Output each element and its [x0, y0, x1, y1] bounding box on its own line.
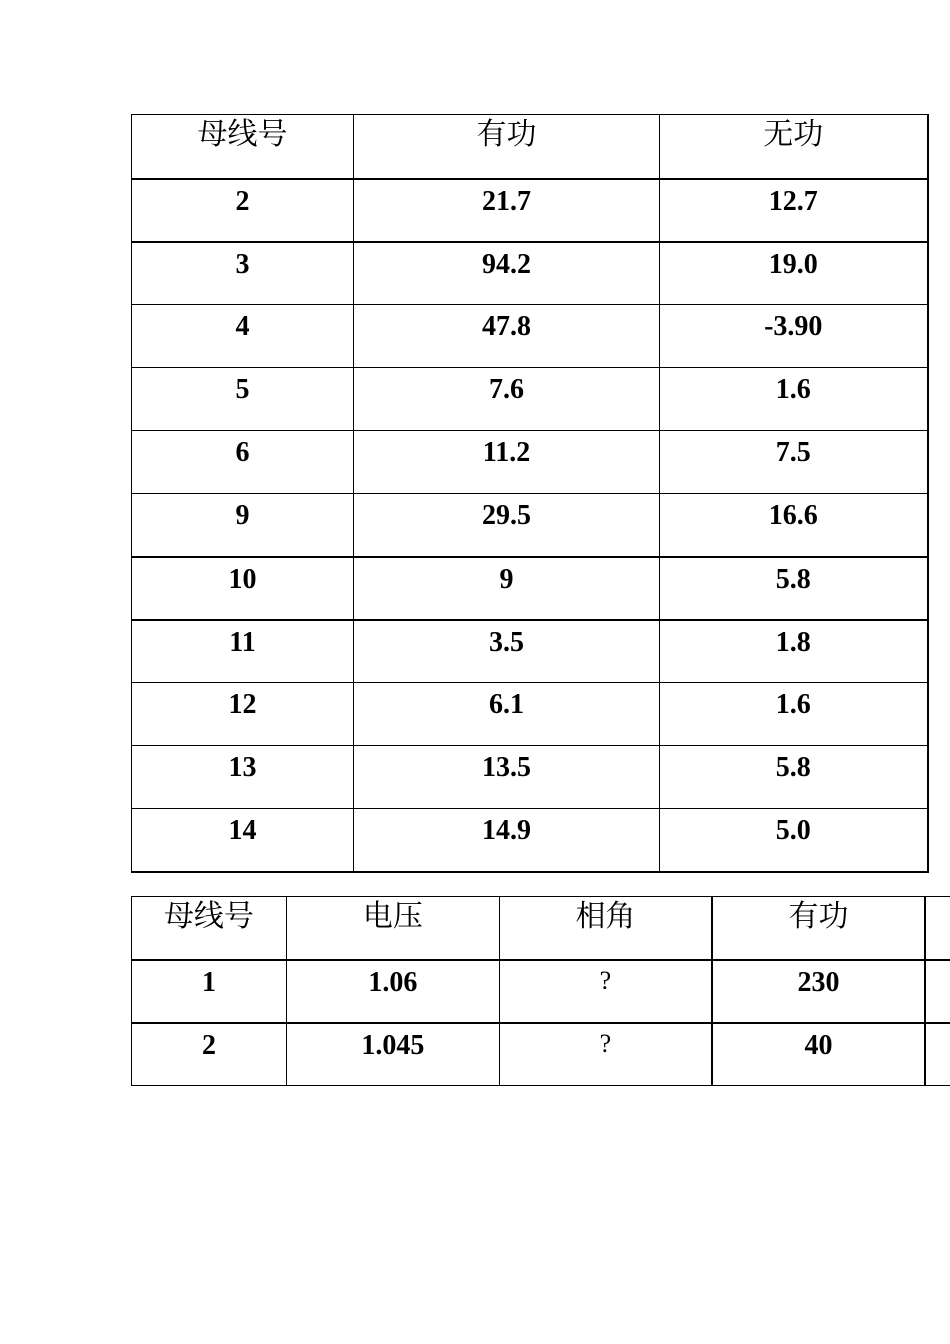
cell-bus: 2: [132, 179, 354, 242]
cell-reactive: 5.8: [660, 746, 928, 809]
header-voltage: 电压: [286, 897, 499, 960]
cell-active: 230: [712, 960, 925, 1023]
cell-bus: 3: [132, 242, 354, 305]
table-row: [132, 960, 950, 1023]
header-active-power: 有功: [712, 897, 925, 960]
cell-bus: 13: [132, 746, 354, 809]
table-row: [132, 746, 928, 809]
cell-reactive: 1.6: [660, 368, 928, 431]
table-row: [132, 620, 928, 683]
cell-reactive: 19.0: [660, 242, 928, 305]
table-row: [132, 368, 928, 431]
header-bus-number: 母线号: [132, 115, 354, 179]
cell-active: 7.6: [354, 368, 660, 431]
cell-angle: ?: [499, 960, 712, 1023]
cell-reactive: 1.6: [660, 683, 928, 746]
cell-bus: 9: [132, 494, 354, 557]
cell-bus: 10: [132, 557, 354, 620]
table-row: [132, 683, 928, 746]
table-row: [132, 1023, 950, 1086]
bus-load-table: [131, 114, 929, 873]
cell-active: 9: [354, 557, 660, 620]
header-reactive-power: 无功: [660, 115, 928, 179]
table-row: [132, 557, 928, 620]
table-header-row: [132, 897, 950, 960]
cell-active: 13.5: [354, 746, 660, 809]
cell-bus: 12: [132, 683, 354, 746]
cell-reactive: 1.8: [660, 620, 928, 683]
header-truncated: [925, 897, 950, 960]
table-row: [132, 494, 928, 557]
generator-bus-table: [131, 896, 950, 1086]
cell-active: 11.2: [354, 431, 660, 494]
cell-truncated: [925, 1023, 950, 1086]
cell-angle: ?: [499, 1023, 712, 1086]
table-row: [132, 179, 928, 242]
cell-active: 14.9: [354, 809, 660, 872]
table-header-row: [132, 115, 928, 179]
cell-bus: 5: [132, 368, 354, 431]
cell-reactive: -3.90: [660, 305, 928, 368]
cell-active: 6.1: [354, 683, 660, 746]
cell-active: 29.5: [354, 494, 660, 557]
cell-active: 21.7: [354, 179, 660, 242]
cell-reactive: 16.6: [660, 494, 928, 557]
header-phase-angle: 相角: [499, 897, 712, 960]
cell-truncated: [925, 960, 950, 1023]
cell-bus: 2: [132, 1023, 287, 1086]
cell-bus: 6: [132, 431, 354, 494]
cell-voltage: 1.06: [286, 960, 499, 1023]
cell-active: 3.5: [354, 620, 660, 683]
table-row: [132, 431, 928, 494]
cell-reactive: 5.0: [660, 809, 928, 872]
cell-active: 40: [712, 1023, 925, 1086]
cell-voltage: 1.045: [286, 1023, 499, 1086]
cell-reactive: 5.8: [660, 557, 928, 620]
cell-reactive: 7.5: [660, 431, 928, 494]
cell-active: 47.8: [354, 305, 660, 368]
header-bus-number: 母线号: [132, 897, 287, 960]
cell-active: 94.2: [354, 242, 660, 305]
table-row: [132, 242, 928, 305]
cell-bus: 14: [132, 809, 354, 872]
cell-bus: 1: [132, 960, 287, 1023]
cell-bus: 11: [132, 620, 354, 683]
header-active-power: 有功: [354, 115, 660, 179]
table-row: [132, 305, 928, 368]
cell-reactive: 12.7: [660, 179, 928, 242]
cell-bus: 4: [132, 305, 354, 368]
table-row: [132, 809, 928, 872]
